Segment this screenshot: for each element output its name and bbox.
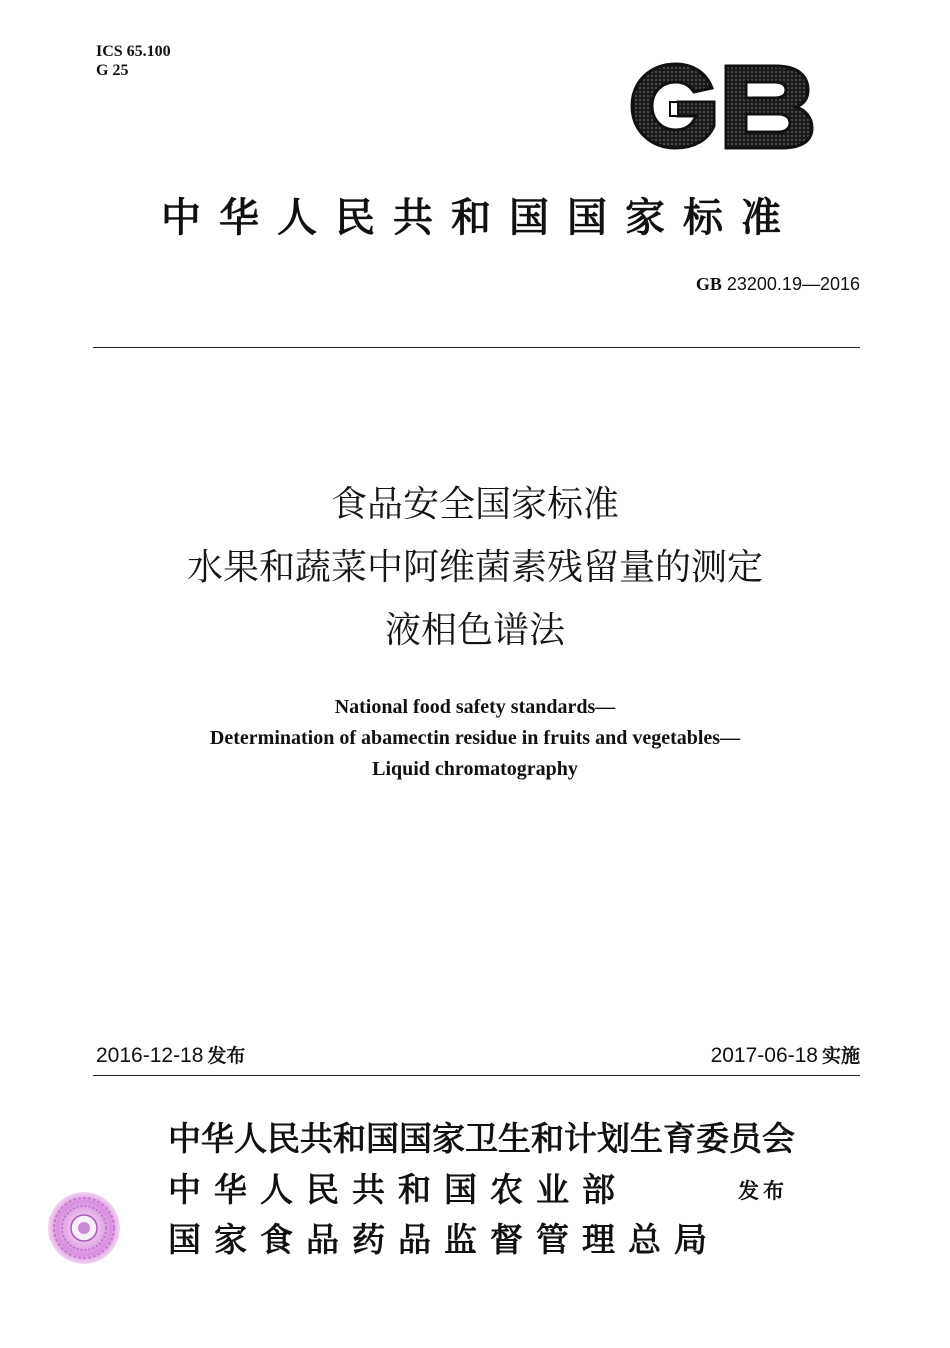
title-cn-line3: 液相色谱法 [384, 610, 565, 651]
issued-date-row [96, 1042, 245, 1070]
issuer-cfda: 国家食品药品监督管理总局 [168, 1220, 720, 1259]
anti-counterfeit-hologram-icon [46, 1190, 122, 1266]
effective-label: 实施 [821, 1045, 860, 1067]
top-divider [93, 347, 860, 348]
effective-date: 2017-06-18 [710, 1044, 818, 1067]
issuer-moa: 中华人民共和国农业部 [168, 1170, 628, 1209]
bottom-divider [93, 1075, 860, 1076]
title-en-line2: Determination of abamectin residue in fruits and vegetables— [209, 727, 741, 749]
title-en-line1: National food safety standards— [334, 696, 616, 718]
issued-label: 发布 [207, 1045, 246, 1067]
classification-codes [96, 42, 171, 80]
national-standard-heading: 中华人民共和国国家标准 [161, 195, 799, 241]
title-cn-line2: 水果和蔬菜中阿维菌素残留量的测定 [186, 547, 763, 588]
standard-prefix: GB [695, 274, 722, 294]
issue-label: 发布 [738, 1179, 788, 1203]
gb-standard-logo-icon [626, 58, 816, 154]
ics-code: ICS 65.100 [96, 43, 171, 60]
standard-number [696, 272, 860, 296]
issued-date: 2016-12-18 [96, 1044, 204, 1067]
title-en-line3: Liquid chromatography [372, 758, 578, 780]
standard-number-value: 23200.19—2016 [726, 274, 860, 294]
title-cn-line1: 食品安全国家标准 [330, 484, 619, 525]
effective-date-row [711, 1042, 860, 1070]
issuer-nhfpc: 中华人民共和国国家卫生和计划生育委员会 [168, 1119, 795, 1158]
ccs-code: G 25 [96, 62, 129, 79]
